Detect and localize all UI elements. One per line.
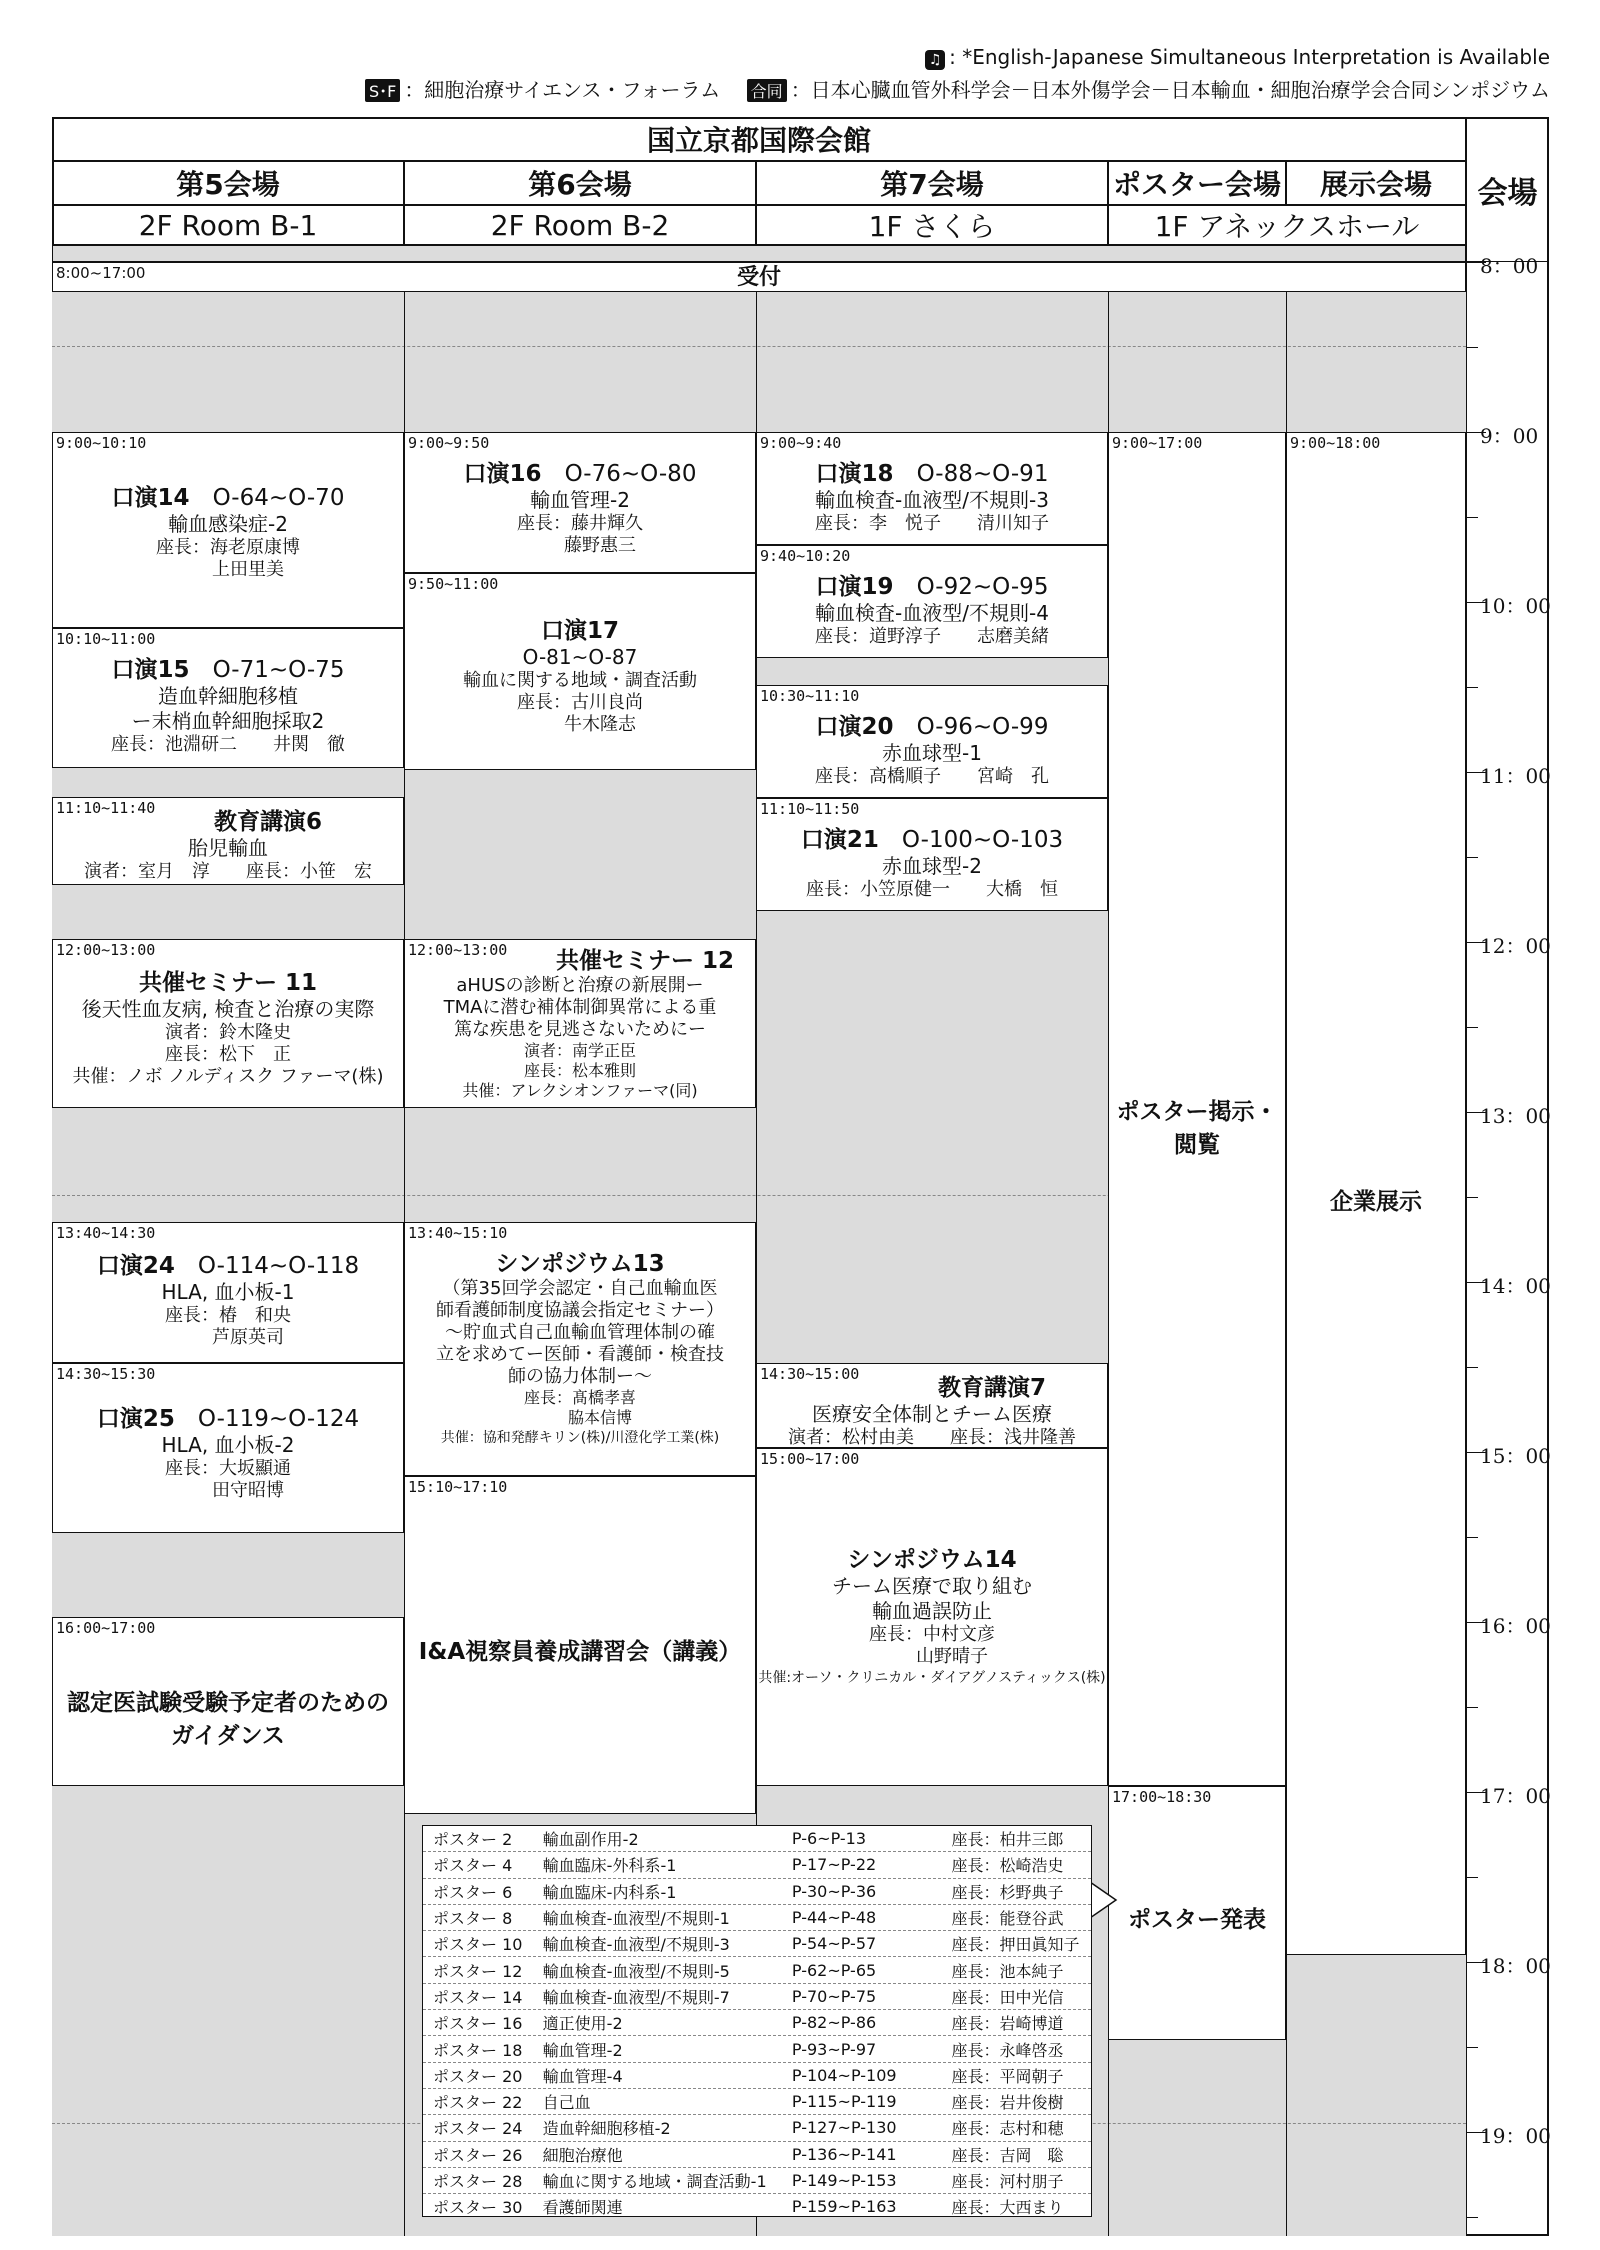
poster-row <box>423 2063 1091 2089</box>
poster-range: P-54~P-57 <box>791 1934 877 1954</box>
poster-range: P-17~P-22 <box>791 1855 877 1875</box>
corporate-exhibition[interactable]: 9:00~18:00 企業展示 <box>1286 432 1466 1955</box>
hour-tick <box>1466 432 1486 433</box>
hour-label: 14：00 <box>1480 1274 1551 1298</box>
poster-row <box>423 1984 1091 2010</box>
poster-topic: 造血幹細胞移植-2 <box>542 2119 671 2139</box>
poster-chair: 座長：河村朋子 <box>951 2172 1064 2191</box>
poster-topic: 輸血検査-血液型/不規則-5 <box>542 1961 730 1981</box>
poster-row <box>423 1905 1091 1931</box>
poster-chair: 座長：永峰啓丞 <box>951 2040 1064 2060</box>
venue-title: 国立京都国際会館 <box>52 117 1466 161</box>
poster-number: ポスター 24 <box>433 2119 523 2139</box>
reception-label: 受付 <box>736 265 781 290</box>
poster-topic: 輸血管理-2 <box>542 2040 623 2060</box>
poster-topic: 適正使用-2 <box>542 2014 623 2034</box>
hour-tick <box>1466 262 1486 263</box>
halfhour-tick <box>1466 517 1478 518</box>
hour-tick <box>1466 1282 1486 1283</box>
reception-time: 8:00~17:00 <box>56 264 146 282</box>
poster-chair: 座長：押田眞知子 <box>951 1935 1080 1955</box>
poster-range: P-62~P-65 <box>791 1960 877 1980</box>
room7-name: 第7会場 <box>756 161 1108 205</box>
headphone-icon: ♫ <box>925 50 945 70</box>
poster-range: P-104~P-109 <box>791 2065 897 2085</box>
hour-label: 16：00 <box>1480 1614 1551 1638</box>
halfhour-line <box>52 346 1466 347</box>
poster-range: P-93~P-97 <box>791 2039 877 2059</box>
poster-topic: 輸血管理-4 <box>542 2066 623 2086</box>
poster-range: P-82~P-86 <box>791 2013 877 2033</box>
poster-viewing[interactable]: 9:00~17:00 ポスター掲示・ 閲覧 <box>1108 432 1286 1786</box>
poster-hall-name: ポスター会場 <box>1108 161 1286 205</box>
exhibit-hall-name: 展示会場 <box>1286 161 1466 205</box>
hour-label: 15：00 <box>1480 1444 1551 1468</box>
hour-tick <box>1466 1112 1486 1113</box>
poster-number: ポスター 16 <box>433 2014 523 2034</box>
poster-number: ポスター 12 <box>433 1961 523 1981</box>
poster-number: ポスター 26 <box>433 2145 523 2165</box>
session-oral-16[interactable]: 9:00~9:50 口演16 O-76~O-80 輸血管理-2 座長：藤井輝久 藤野惠三 <box>404 432 756 573</box>
session-seminar-11[interactable]: 12:00~13:00 共催セミナー 11 後天性血友病, 検査と治療の実際 演者：鈴木隆史 座長：松下 正 共催：ノボ ノルディスク ファーマ(株) <box>52 939 404 1108</box>
col-rule <box>1466 117 1467 2236</box>
session-oral-19[interactable]: 9:40~10:20 口演19 O-92~O-95 輸血検査-血液型/不規則-4 座長：道野淳子 志磨美緒 <box>756 545 1108 658</box>
poster-row <box>423 1826 1091 1852</box>
poster-session-list <box>422 1825 1092 2217</box>
halfhour-tick <box>1466 687 1478 688</box>
session-oral-20[interactable]: 10:30~11:10 口演20 O-96~O-99 赤血球型-1 座長：高橋順子 宮崎 孔 <box>756 685 1108 798</box>
poster-number: ポスター 28 <box>433 2172 523 2191</box>
poster-row <box>423 2142 1091 2168</box>
poster-topic: 輸血検査-血液型/不規則-3 <box>542 1935 730 1955</box>
sf-tag: S･F <box>365 79 400 102</box>
callout-pointer <box>1088 1880 1118 1920</box>
poster-row <box>423 1879 1091 1905</box>
halfhour-tick <box>1466 1197 1478 1198</box>
poster-chair: 座長：田中光信 <box>951 1987 1064 2007</box>
session-symposium-13[interactable]: 13:40~15:10 シンポジウム13 （第35回学会認定・自己血輸血医 師看護師制度協議会指定セミナー） ～貯血式自己血輸血管理体制の確 立を求めてー医師・看護師・検査技 師の協力体制ー～ 座長：髙橋孝喜 脇本信博 共催：協和発酵キリン(株)/川澄化学工業(株) <box>404 1222 756 1476</box>
session-oral-25[interactable]: 14:30~15:30 口演25 O-119~O-124 HLA, 血小板-2 座長：大坂顯通 田守昭博 <box>52 1363 404 1533</box>
annex-hall-location: 1F アネックスホール <box>1108 205 1466 245</box>
hour-label: 11：00 <box>1480 764 1551 788</box>
halfhour-tick <box>1466 1367 1478 1368</box>
poster-number: ポスター 22 <box>433 2093 523 2113</box>
poster-topic: 輸血検査-血液型/不規則-7 <box>542 1987 730 2007</box>
joint-tag: 合同 <box>747 79 787 102</box>
hour-label: 18：00 <box>1480 1954 1551 1978</box>
poster-row <box>423 2010 1091 2036</box>
poster-row <box>423 2089 1091 2115</box>
hour-tick <box>1466 772 1486 773</box>
poster-topic: 輸血に関する地域・調査活動-1 <box>542 2172 767 2191</box>
halfhour-tick <box>1466 1027 1478 1028</box>
hour-tick <box>1466 1792 1486 1793</box>
halfhour-tick <box>1466 347 1478 348</box>
session-ia-inspector[interactable]: 15:10~17:10 I&A視察員養成講習会（講義） <box>404 1476 756 1814</box>
poster-number: ポスター 18 <box>433 2040 523 2060</box>
halfhour-tick <box>1466 2217 1478 2218</box>
hour-tick <box>1466 1622 1486 1623</box>
session-oral-24[interactable]: 13:40~14:30 口演24 O-114~O-118 HLA, 血小板-1 座長：椿 和央 芦原英司 <box>52 1222 404 1363</box>
poster-range: P-30~P-36 <box>791 1881 877 1901</box>
venue-column-header: 会場 <box>1466 117 1549 262</box>
session-oral-21[interactable]: 11:10~11:50 口演21 O-100~O-103 赤血球型-2 座長：小笠原健一 大橋 恒 <box>756 798 1108 911</box>
poster-number: ポスター 10 <box>433 1935 523 1955</box>
abbreviation-legend: S･F ：細胞治療サイエンス・フォーラム 合同 ：日本心臓血管外科学会－日本外傷学会－日本輸血・細胞治療学会合同シンポジウム <box>365 74 1550 103</box>
poster-chair: 座長：平岡朝子 <box>951 2066 1064 2086</box>
poster-chair: 座長：能登谷武 <box>951 1909 1064 1929</box>
poster-number: ポスター 30 <box>433 2198 523 2218</box>
poster-range: P-127~P-130 <box>791 2118 897 2138</box>
reception-row <box>52 262 1466 292</box>
session-seminar-12[interactable]: 12:00~13:00 共催セミナー 12 aHUSの診断と治療の新展開ー TMAに潜む補体制御異常による重 篤な疾患を見逃さないためにー 演者：南学正臣 座長：松本雅則 共催：アレクシオンファーマ(同) <box>404 939 756 1108</box>
hour-label: 12：00 <box>1480 934 1551 958</box>
halfhour-tick <box>1466 1707 1478 1708</box>
room5-location: 2F Room B-1 <box>52 205 404 245</box>
poster-topic: 自己血 <box>542 2093 591 2113</box>
poster-chair: 座長：池本純子 <box>951 1961 1064 1981</box>
hour-label: 19：00 <box>1480 2124 1551 2148</box>
poster-row <box>423 1852 1091 1878</box>
poster-number: ポスター 4 <box>433 1856 513 1876</box>
poster-range: P-70~P-75 <box>791 1986 877 2006</box>
poster-row <box>423 1931 1091 1957</box>
hour-tick <box>1466 1962 1486 1963</box>
poster-chair: 座長：松崎浩史 <box>951 1856 1064 1876</box>
poster-row <box>423 2115 1091 2141</box>
poster-topic: 輸血臨床-外科系-1 <box>542 1856 677 1876</box>
poster-number: ポスター 2 <box>433 1830 513 1850</box>
poster-chair: 座長：杉野典子 <box>951 1882 1064 1902</box>
hour-tick <box>1466 1452 1486 1453</box>
halfhour-tick <box>1466 2047 1478 2048</box>
room6-name: 第6会場 <box>404 161 756 205</box>
halfhour-tick <box>1466 1537 1478 1538</box>
poster-chair: 座長：岩崎博道 <box>951 2014 1064 2034</box>
poster-number: ポスター 14 <box>433 1987 523 2007</box>
hour-label: 17：00 <box>1480 1784 1551 1808</box>
poster-row <box>423 2194 1091 2219</box>
hour-tick <box>1466 942 1486 943</box>
poster-chair: 座長：柏井三郎 <box>951 1830 1064 1850</box>
poster-range: P-136~P-141 <box>791 2144 897 2164</box>
hour-tick <box>1466 2132 1486 2133</box>
session-oral-15[interactable]: 10:10~11:00 口演15 O-71~O-75 造血幹細胞移植 ー末梢血幹細胞採取2 座長：池淵研二 井関 徹 <box>52 628 404 768</box>
room5-name: 第5会場 <box>52 161 404 205</box>
poster-chair: 座長：大西まり <box>951 2198 1064 2218</box>
header-gap <box>52 245 1466 262</box>
poster-row <box>423 2168 1091 2194</box>
session-symposium-14[interactable]: 15:00~17:00 シンポジウム14 チーム医療で取り組む 輸血過誤防止 座長：中村文彦 山野晴子 共催:オーソ・クリニカル・ダイアグノスティックス(株) <box>756 1448 1108 1786</box>
poster-topic: 輸血副作用-2 <box>542 1830 639 1850</box>
hour-label: 10：00 <box>1480 594 1551 618</box>
room6-location: 2F Room B-2 <box>404 205 756 245</box>
poster-presentation[interactable]: 17:00~18:30 ポスター発表 <box>1108 1786 1286 2040</box>
poster-topic: 輸血臨床-内科系-1 <box>542 1882 677 1902</box>
poster-chair: 座長：岩井俊樹 <box>951 2093 1064 2113</box>
hour-label: 8：00 <box>1480 254 1539 278</box>
poster-topic: 細胞治療他 <box>542 2145 623 2165</box>
hour-label: 9：00 <box>1480 424 1539 448</box>
interpretation-legend: ♫ : *English-Japanese Simultaneous Interpretation is Available <box>925 45 1550 70</box>
poster-range: P-115~P-119 <box>791 2092 897 2112</box>
hour-tick <box>1466 602 1486 603</box>
poster-range: P-44~P-48 <box>791 1908 877 1928</box>
session-education-6[interactable]: 11:10~11:40 教育講演6 胎児輸血 演者：室月 淳 座長：小笹 宏 <box>52 797 404 885</box>
session-oral-17[interactable]: 9:50~11:00 口演17 O-81~O-87 輸血に関する地域・調査活動 座長：古川良尚 牛木隆志 <box>404 573 756 770</box>
poster-chair: 座長：志村和穂 <box>951 2119 1064 2139</box>
session-education-7[interactable]: 14:30~15:00 教育講演7 医療安全体制とチーム医療 演者：松村由美 座長：浅井隆善 <box>756 1363 1108 1448</box>
poster-row <box>423 1957 1091 1983</box>
halfhour-tick <box>1466 1877 1478 1878</box>
hour-label: 13：00 <box>1480 1104 1551 1128</box>
poster-number: ポスター 6 <box>433 1882 513 1902</box>
poster-topic: 輸血検査-血液型/不規則-1 <box>542 1909 730 1929</box>
session-guidance[interactable]: 16:00~17:00 認定医試験受験予定者のための ガイダンス <box>52 1617 404 1786</box>
session-oral-18[interactable]: 9:00~9:40 口演18 O-88~O-91 輸血検査-血液型/不規則-3 座長：李 悦子 清川知子 <box>756 432 1108 545</box>
poster-range: P-6~P-13 <box>791 1829 867 1849</box>
poster-range: P-149~P-153 <box>791 2171 897 2190</box>
poster-range: P-159~P-163 <box>791 2197 897 2217</box>
poster-topic: 看護師関連 <box>542 2198 623 2218</box>
session-oral-14[interactable]: 9:00~10:10 口演14 O-64~O-70 輸血感染症-2 座長：海老原康博 上田里美 <box>52 432 404 628</box>
poster-row <box>423 2036 1091 2062</box>
poster-chair: 座長：吉岡 聡 <box>951 2145 1064 2165</box>
poster-number: ポスター 20 <box>433 2066 523 2086</box>
poster-number: ポスター 8 <box>433 1909 513 1929</box>
halfhour-tick <box>1466 857 1478 858</box>
room7-location: 1F さくら <box>756 205 1108 245</box>
